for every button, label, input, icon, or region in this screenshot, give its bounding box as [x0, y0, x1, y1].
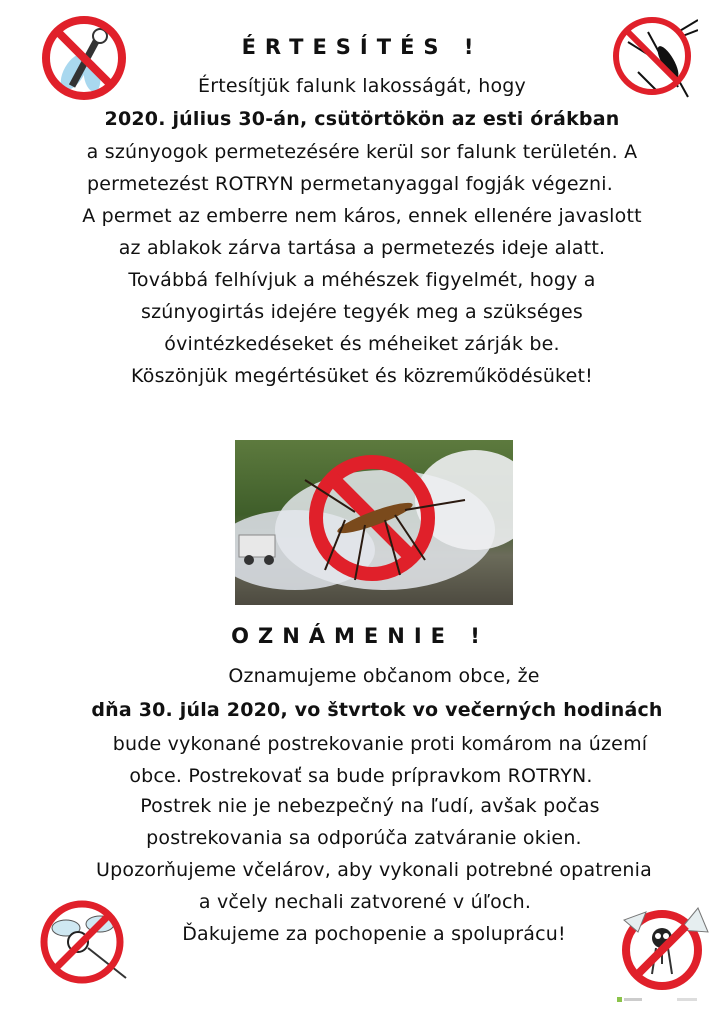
notice-line: a včely nechali zatvorené v úľoch.	[198, 891, 532, 913]
notice-line: a szúnyogok permetezésére kerül sor falunk területén. A	[86, 141, 638, 163]
stock-watermark-logo	[617, 997, 707, 1003]
notice-title-sk: OZNÁMENIE !	[231, 624, 489, 648]
notice-line: Továbbá felhívjuk a méhészek figyelmét, hogy a	[128, 269, 596, 291]
notice-line: postrekovania sa odporúča zatváranie okien.	[146, 827, 582, 849]
notice-line: az ablakok zárva tartása a permetezés ideje alatt.	[118, 237, 606, 259]
notice-line: Köszönjük megértésüket és közreműködésüket!	[131, 365, 593, 387]
notice-line: Oznamujeme občanom obce, že	[228, 665, 540, 687]
notice-date-line: 2020. július 30-án, csütörtökön az esti órákban	[104, 108, 620, 130]
notice-line: permetezést ROTRYN permetanyaggal fogják végezni.	[87, 173, 613, 195]
notice-line: obce. Postrekovať sa bude prípravkom ROTRYN.	[129, 765, 593, 787]
notice-line: Postrek nie je nebezpečný na ľudí, avšak počas	[140, 795, 600, 817]
notice-line: bude vykonané postrekovanie proti komárom na území	[112, 733, 648, 755]
notice-line: szúnyogirtás idejére tegyék meg a szükséges	[140, 301, 584, 323]
notice-date-line: dňa 30. júla 2020, vo štvrtok vo večerných hodinách	[91, 699, 663, 721]
notice-line: A permet az emberre nem káros, ennek ellenére javaslott	[82, 205, 642, 227]
fogging-photo	[235, 440, 513, 605]
notice-line: Ďakujeme za pochopenie a spoluprácu!	[182, 923, 566, 945]
notice-title-hu: ÉRTESÍTÉS !	[241, 35, 483, 59]
notice-line: óvintézkedéseket és méheiket zárják be.	[164, 333, 560, 355]
notice-line: Értesítjük falunk lakosságát, hogy	[197, 75, 526, 97]
notice-line: Upozorňujeme včelárov, aby vykonali potrebné opatrenia	[96, 859, 652, 881]
